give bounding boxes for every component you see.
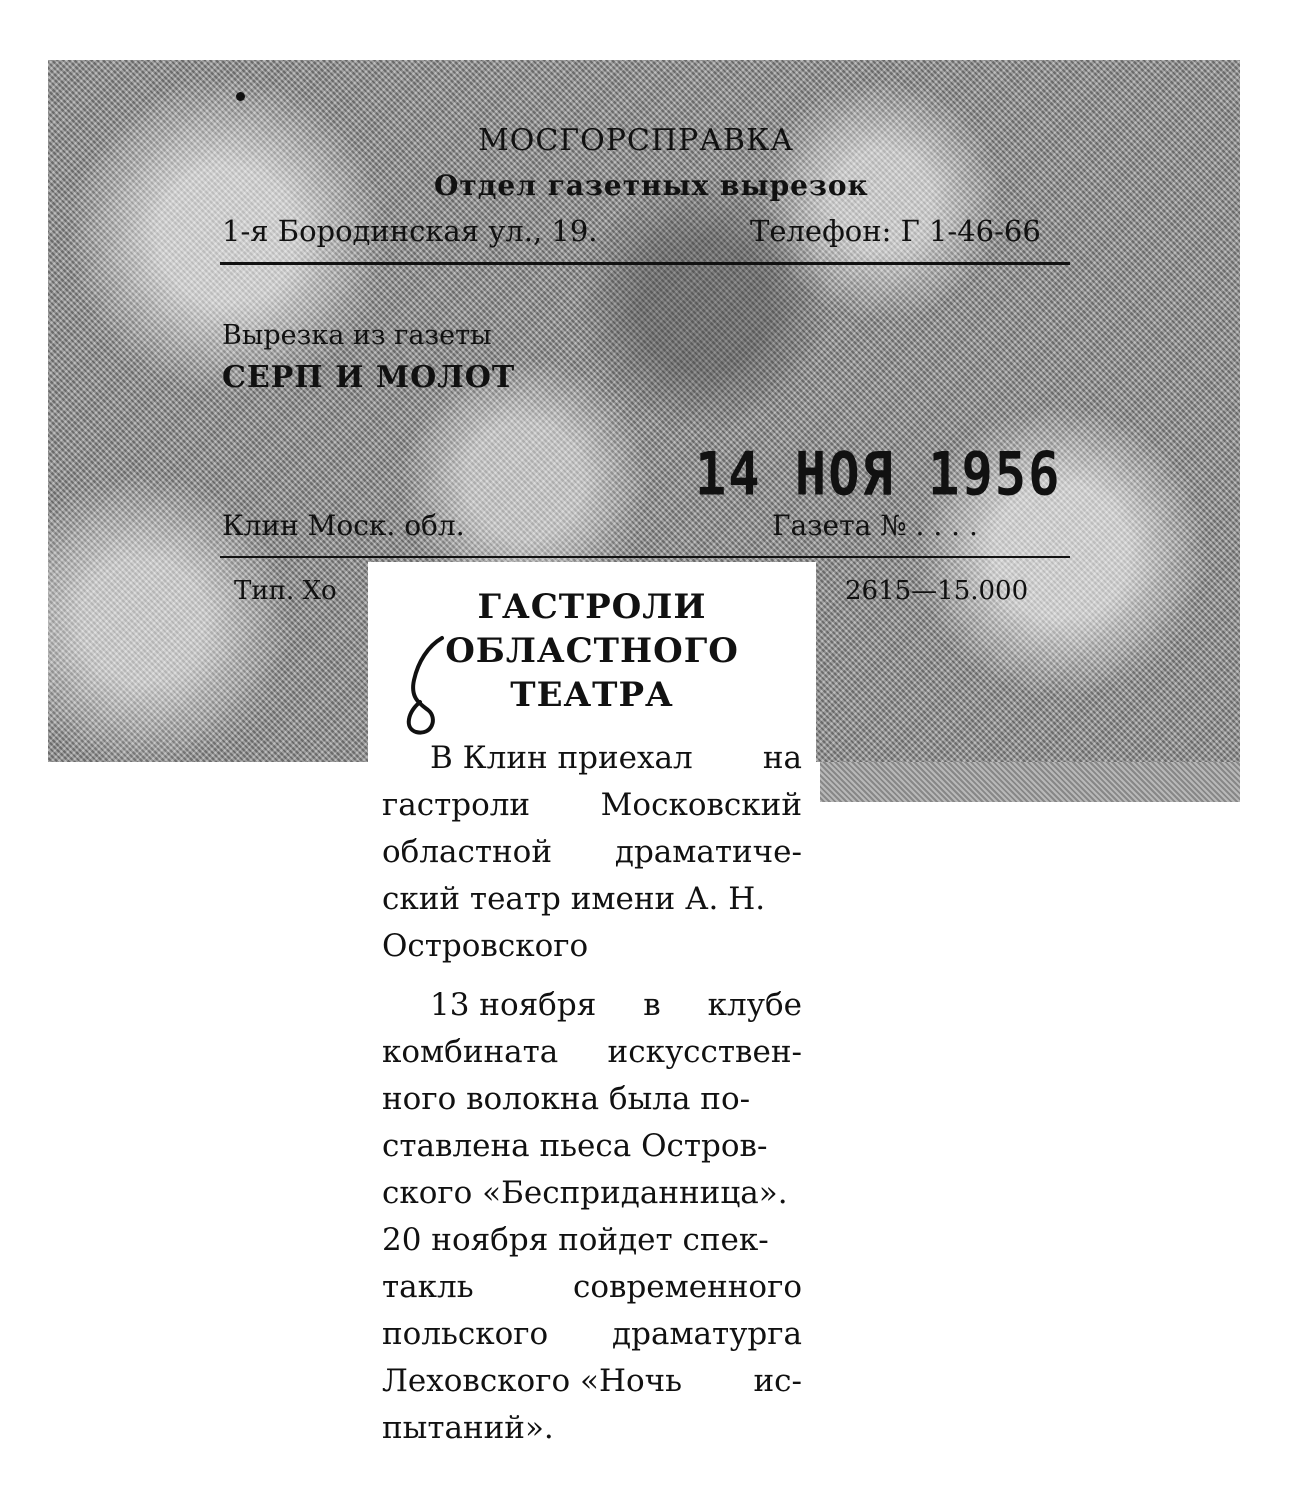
headline-line: ТЕАТРА bbox=[510, 675, 674, 715]
article-word-group: ного волокна была по- bbox=[382, 1081, 751, 1117]
article-line bbox=[382, 1171, 802, 1215]
article-word-group: искусствен- bbox=[607, 1034, 802, 1070]
reference-card-edge bbox=[820, 762, 1240, 802]
clipping-label: Вырезка из газеты bbox=[222, 320, 492, 351]
article-word-group: пытаний». bbox=[382, 1410, 554, 1446]
printer: Тип. Хо bbox=[234, 576, 337, 606]
department-name: Отдел газетных вырезок bbox=[434, 169, 869, 202]
article-line bbox=[430, 736, 802, 780]
phone: Телефон: Г 1-46-66 bbox=[750, 214, 1041, 248]
article-word-group: польского bbox=[382, 1316, 549, 1352]
article-word-group: 13 ноября bbox=[430, 987, 597, 1023]
article-word-group: областной bbox=[382, 834, 553, 870]
article-word-group: Островского bbox=[382, 928, 589, 964]
article-line bbox=[382, 1265, 802, 1309]
article-word-group: ский театр имени А. Н. bbox=[382, 881, 766, 917]
article-word-group: 20 ноября пойдет спек- bbox=[382, 1222, 769, 1258]
article-word-group: ского «Бесприданница». bbox=[382, 1175, 788, 1211]
punch-dot bbox=[236, 92, 245, 101]
article-word-group: ставлена пьеса Остров- bbox=[382, 1128, 768, 1164]
article-line bbox=[382, 877, 802, 921]
issue-number: Газета № . . . . bbox=[772, 509, 978, 542]
circulation: 2615—15.000 bbox=[845, 576, 1029, 606]
article-line bbox=[382, 1218, 802, 1262]
handwritten-mark-icon bbox=[398, 632, 458, 742]
header-divider bbox=[220, 262, 1070, 265]
newspaper-name: СЕРП И МОЛОТ bbox=[222, 360, 516, 395]
article-line bbox=[382, 924, 802, 968]
city: Клин Моск. обл. bbox=[222, 509, 465, 542]
date-stamp: 14 НОЯ 1956 bbox=[695, 440, 1062, 510]
organization-name: МОСГОРСПРАВКА bbox=[478, 123, 794, 158]
article-line bbox=[382, 1077, 802, 1121]
footer-divider bbox=[220, 556, 1070, 558]
article-line bbox=[382, 783, 802, 827]
headline-line: ОБЛАСТНОГО bbox=[445, 631, 739, 671]
article-line bbox=[382, 1312, 802, 1356]
article-line bbox=[382, 1359, 802, 1403]
article-word-group: Московский bbox=[600, 787, 802, 823]
article-word-group: такль bbox=[382, 1269, 474, 1305]
article-word-group: на bbox=[762, 740, 802, 776]
article-word-group: в bbox=[643, 987, 661, 1023]
article-word-group: комбината bbox=[382, 1034, 559, 1070]
address: 1-я Бородинская ул., 19. bbox=[222, 214, 598, 248]
article-line bbox=[382, 1030, 802, 1074]
article-word-group: драматурга bbox=[612, 1316, 802, 1352]
article-line bbox=[382, 830, 802, 874]
article-word-group: современного bbox=[572, 1269, 802, 1305]
article-word-group: гастроли bbox=[382, 787, 531, 823]
article-word-group: клубе bbox=[707, 987, 802, 1023]
article-word-group: В Клин приехал bbox=[430, 740, 693, 776]
article-line bbox=[382, 1406, 802, 1450]
article-word-group: Леховского «Ночь bbox=[382, 1363, 683, 1399]
article-word-group: ис- bbox=[753, 1363, 802, 1399]
article-line bbox=[382, 1124, 802, 1168]
headline-line: ГАСТРОЛИ bbox=[477, 587, 707, 627]
article-line bbox=[430, 983, 802, 1027]
article-word-group: драматиче- bbox=[614, 834, 802, 870]
